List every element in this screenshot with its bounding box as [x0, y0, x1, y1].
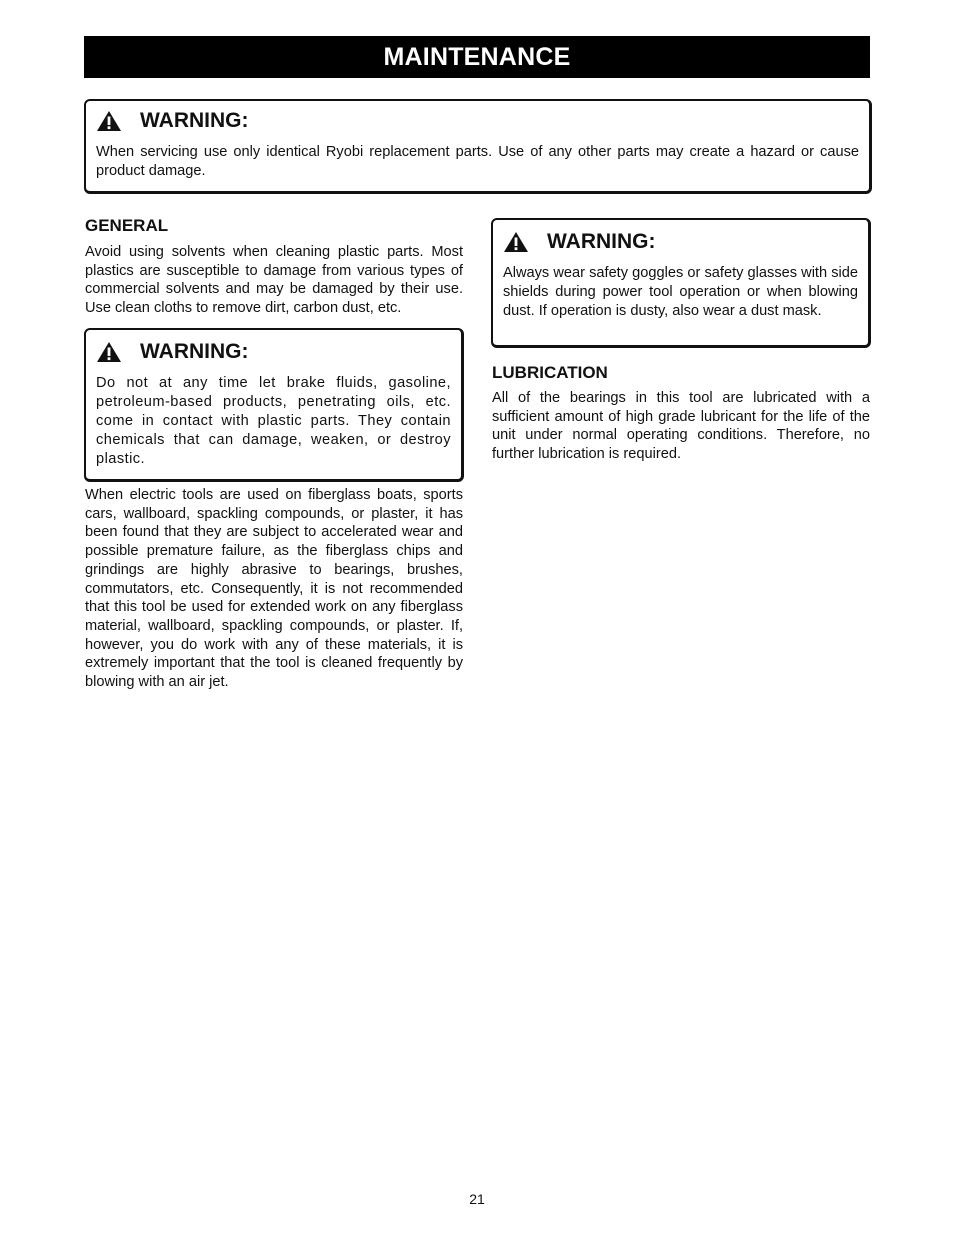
- warning-triangle-icon: [503, 231, 529, 253]
- right-warning-box: [491, 218, 871, 348]
- right-warning-text: Always wear safety goggles or safety glasses with side shields during power tool operation or when blowing dust. If operation is dusty, also wear a dust mask.: [503, 265, 858, 319]
- top-warning-header: [96, 109, 859, 133]
- lubrication-paragraph: All of the bearings in this tool are lubricated with a sufficient amount of high grade lubricant for the life of the unit under normal operating conditions. Therefore, no further lubrication is required.: [492, 390, 870, 463]
- general-warning-header: [96, 340, 451, 364]
- top-warning-text: When servicing use only identical Ryobi replacement parts. Use of any other parts may create a hazard or cause product damage.: [96, 144, 859, 179]
- page-number: 21: [469, 1191, 485, 1207]
- general-warning-box: [84, 328, 464, 482]
- general-paragraph-2: When electric tools are used on fiberglass boats, sports cars, wallboard, spackling compounds, or plaster, it has been found that they are subject to accelerated wear and possible premature failure, as the fiberglass chips and grindings are highly abrasive to bearings, brushes, commutators, etc. Consequently, it is not recommended that this tool be used for extended work on any fiberglass material, wallboard, spackling compounds, or plaster. If, however, you do work with any of these materials, it is extremely important that the tool is cleaned frequently by blowing with an air jet.: [85, 487, 463, 691]
- general-paragraph-1: Avoid using solvents when cleaning plastic parts. Most plastics are susceptible to damage from various types of commercial solvents and may be damaged by their use. Use clean cloths to remove dirt, carbon dust, etc.: [85, 244, 463, 317]
- warning-triangle-icon: [96, 341, 122, 363]
- warning-triangle-icon: [96, 110, 122, 132]
- general-warning-heading: WARNING:: [140, 340, 249, 363]
- top-warning-box: [84, 99, 872, 194]
- right-warning-heading: WARNING:: [547, 230, 656, 253]
- general-heading: GENERAL: [85, 216, 169, 235]
- right-warning-header: [503, 230, 858, 254]
- general-warning-text: Do not at any time let brake fluids, gasoline, petroleum-based products, penetrating oils, etc. come in contact with plastic parts. They contain chemicals that can damage, weaken, or destroy plastic.: [96, 375, 451, 467]
- page-title: MAINTENANCE: [84, 36, 870, 78]
- lubrication-heading: LUBRICATION: [492, 363, 608, 382]
- top-warning-heading: WARNING:: [140, 109, 249, 132]
